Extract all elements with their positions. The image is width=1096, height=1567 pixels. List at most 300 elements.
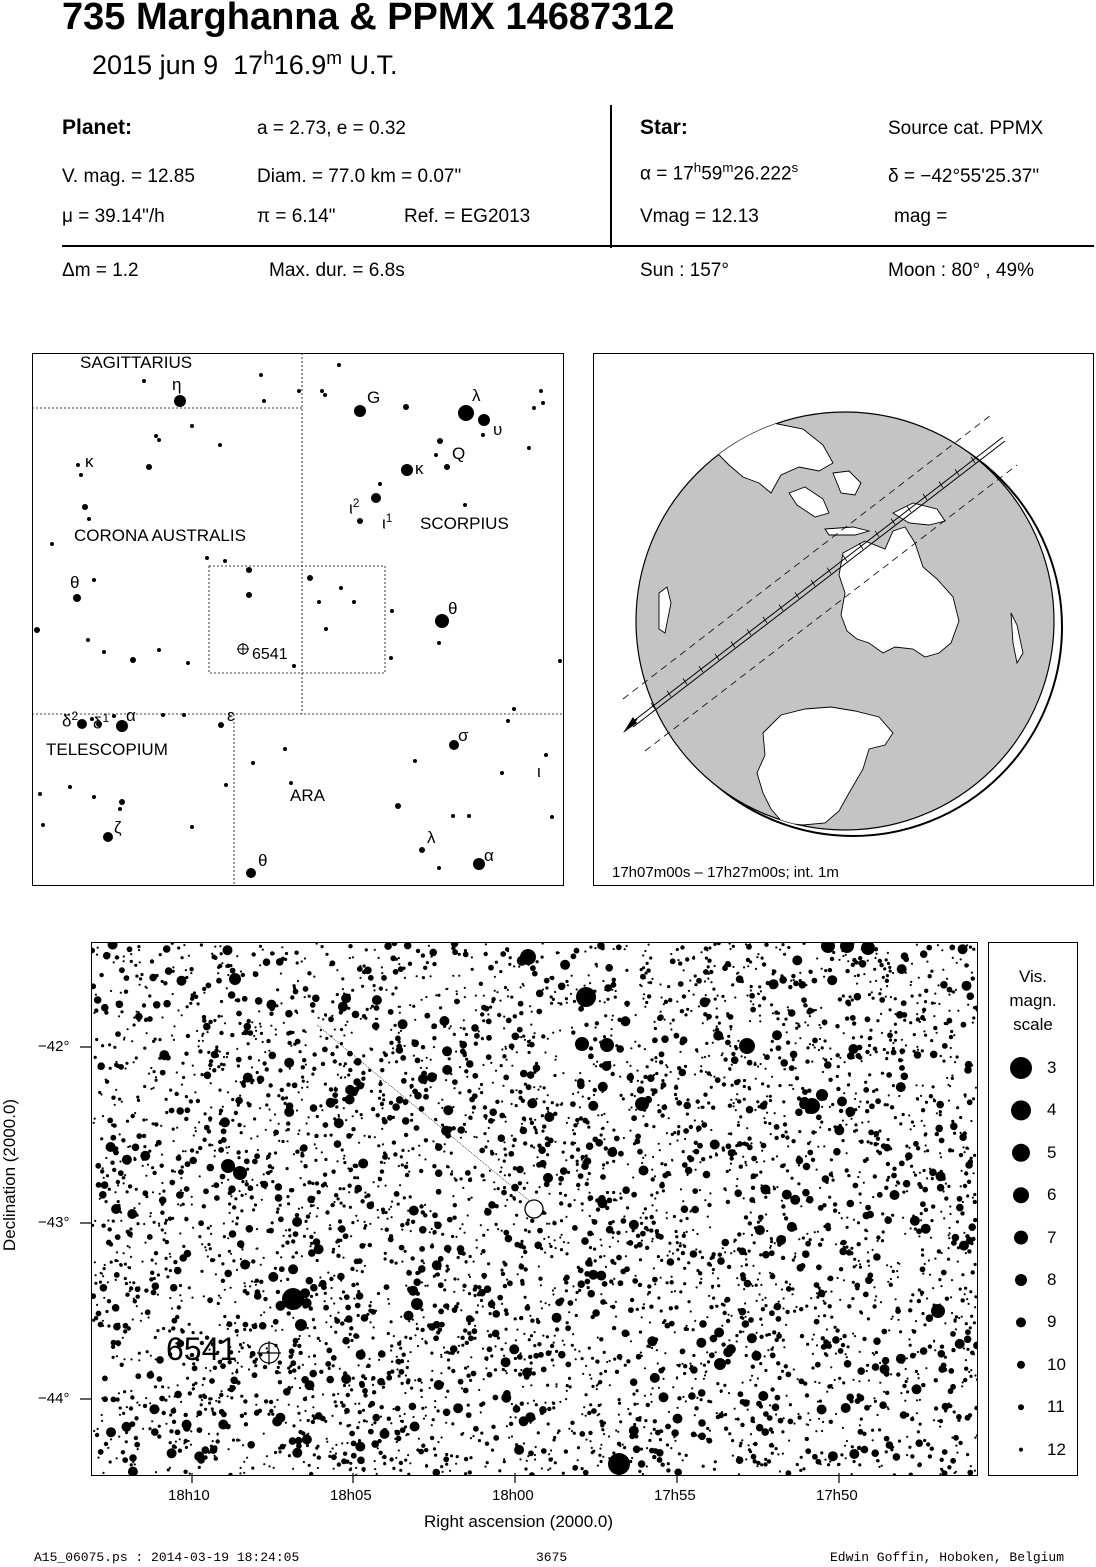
field-star xyxy=(101,1414,103,1416)
field-star xyxy=(164,1222,167,1225)
field-star xyxy=(230,1195,232,1197)
field-star xyxy=(854,975,856,977)
field-star xyxy=(974,1295,977,1298)
field-star xyxy=(427,1285,429,1287)
field-star xyxy=(609,1384,611,1386)
field-star xyxy=(529,1315,531,1317)
field-star xyxy=(253,1117,256,1120)
field-star xyxy=(956,1055,959,1058)
field-star xyxy=(148,1316,150,1318)
field-star xyxy=(208,1063,212,1067)
field-star xyxy=(333,1468,335,1470)
field-star xyxy=(396,1436,402,1442)
field-star xyxy=(695,1434,697,1436)
field-star xyxy=(183,1442,185,1444)
field-star xyxy=(669,1306,673,1310)
planet-parallax: π = 6.14" xyxy=(257,206,336,227)
field-star xyxy=(823,976,825,978)
finder-star xyxy=(539,389,543,393)
field-star xyxy=(404,1336,407,1339)
field-star xyxy=(708,1055,710,1057)
field-star xyxy=(596,1271,606,1281)
field-star xyxy=(678,981,684,987)
header-divider-horizontal xyxy=(62,245,1094,247)
field-star xyxy=(598,1195,606,1203)
field-star xyxy=(888,1094,890,1096)
field-star xyxy=(903,1019,906,1022)
field-star xyxy=(315,1054,317,1056)
field-star xyxy=(749,993,755,999)
field-star xyxy=(245,1150,248,1153)
field-star xyxy=(807,1424,809,1426)
field-star xyxy=(873,1397,875,1399)
field-star xyxy=(151,1428,159,1436)
field-star xyxy=(841,1240,847,1246)
field-star xyxy=(816,1264,822,1270)
field-star xyxy=(412,1416,414,1418)
field-star xyxy=(550,1449,552,1451)
field-star xyxy=(105,1157,107,1159)
field-star xyxy=(108,1043,111,1046)
field-star xyxy=(863,1292,869,1298)
field-star xyxy=(509,1344,519,1354)
field-star xyxy=(743,1197,745,1199)
field-star xyxy=(287,1128,290,1131)
field-star xyxy=(880,1301,882,1303)
label-ara: ARA xyxy=(290,786,325,805)
field-star xyxy=(342,1337,350,1345)
field-star xyxy=(785,1281,788,1284)
field-star xyxy=(600,1460,603,1463)
field-star xyxy=(745,1354,748,1357)
field-star xyxy=(186,1034,190,1038)
field-star xyxy=(948,1010,950,1012)
finder-star xyxy=(467,814,471,818)
field-star xyxy=(393,969,399,975)
field-star xyxy=(232,1205,236,1209)
field-star xyxy=(227,1091,229,1093)
field-star xyxy=(359,977,361,979)
field-star xyxy=(533,1147,535,1149)
field-star xyxy=(207,1164,215,1172)
field-star xyxy=(426,961,429,964)
field-star xyxy=(437,994,440,997)
field-star xyxy=(513,1405,521,1413)
field-star xyxy=(659,1183,665,1189)
field-star xyxy=(400,1420,402,1422)
field-star xyxy=(950,1331,956,1337)
field-star xyxy=(399,1369,405,1375)
field-star xyxy=(928,1454,932,1458)
field-star xyxy=(484,1466,486,1468)
field-star xyxy=(954,1320,957,1323)
field-star xyxy=(438,1175,440,1177)
field-star xyxy=(181,956,184,959)
field-star xyxy=(667,1255,669,1257)
field-star xyxy=(630,1298,634,1302)
field-star xyxy=(285,1240,289,1244)
field-star xyxy=(917,1373,919,1375)
field-star xyxy=(591,1447,593,1449)
field-star xyxy=(109,1242,113,1246)
field-star xyxy=(312,995,320,1003)
field-star xyxy=(387,1298,389,1300)
field-star xyxy=(591,1357,594,1360)
field-star xyxy=(657,1362,659,1364)
field-star xyxy=(238,1351,240,1353)
field-star xyxy=(320,1029,322,1031)
field-star xyxy=(307,971,311,975)
field-star xyxy=(395,958,398,961)
field-star xyxy=(573,1132,576,1135)
field-star xyxy=(627,1163,629,1165)
finder-star xyxy=(34,627,40,633)
field-star xyxy=(942,1060,945,1063)
field-star xyxy=(940,1211,942,1213)
field-star xyxy=(962,1381,964,1383)
field-star xyxy=(721,1411,723,1413)
field-star xyxy=(659,983,661,985)
field-star xyxy=(127,1209,137,1219)
field-star xyxy=(968,1159,972,1163)
field-star xyxy=(686,1113,689,1116)
field-star xyxy=(493,1435,499,1441)
field-star xyxy=(791,1287,794,1290)
field-star xyxy=(876,1235,880,1239)
field-star xyxy=(866,1364,869,1367)
field-star xyxy=(333,1201,335,1203)
field-star xyxy=(865,1205,871,1211)
field-star xyxy=(689,1159,692,1162)
field-star xyxy=(846,1217,848,1219)
field-star xyxy=(745,1258,747,1260)
field-star xyxy=(121,1101,123,1103)
field-star xyxy=(236,998,240,1002)
field-star xyxy=(232,1220,234,1222)
field-star xyxy=(315,1412,323,1420)
field-star xyxy=(192,1065,194,1067)
field-star xyxy=(146,1032,148,1034)
field-star xyxy=(742,1142,746,1146)
field-star xyxy=(230,1396,233,1399)
field-star xyxy=(565,1289,568,1292)
field-star xyxy=(833,1148,841,1156)
field-star xyxy=(99,973,103,977)
field-star xyxy=(543,1086,546,1089)
field-star xyxy=(162,1327,165,1330)
field-star xyxy=(316,1215,318,1217)
field-star xyxy=(612,1129,615,1132)
field-star xyxy=(467,1089,471,1093)
field-star xyxy=(881,1465,883,1467)
field-star xyxy=(737,1099,741,1103)
field-star xyxy=(795,1022,797,1024)
field-star xyxy=(460,1309,462,1311)
star-ra-seconds: 26.222 xyxy=(733,163,792,185)
field-star xyxy=(523,1118,526,1121)
field-star xyxy=(761,1082,764,1085)
field-star xyxy=(97,1457,99,1459)
field-star xyxy=(509,1174,511,1176)
label-kappa-cra: κ xyxy=(85,452,94,471)
field-star xyxy=(792,1058,795,1061)
field-star xyxy=(775,1338,779,1342)
field-star xyxy=(967,1099,973,1105)
field-star xyxy=(104,1442,108,1446)
field-star xyxy=(952,1234,960,1242)
field-star xyxy=(378,1359,380,1361)
field-star xyxy=(247,1441,255,1449)
field-star xyxy=(786,1395,788,1397)
field-star xyxy=(838,1212,840,1214)
field-star xyxy=(705,957,708,960)
field-star xyxy=(964,1367,968,1371)
field-star xyxy=(537,1228,543,1234)
field-star xyxy=(514,1317,517,1320)
field-star xyxy=(243,1282,245,1284)
field-star xyxy=(747,1136,751,1140)
field-star xyxy=(286,1083,290,1087)
field-star xyxy=(536,990,544,998)
field-star xyxy=(477,1304,479,1306)
field-star xyxy=(694,1119,696,1121)
field-star xyxy=(767,1459,771,1463)
sun-elongation: Sun : 157° xyxy=(640,260,729,281)
field-star xyxy=(420,1389,423,1392)
field-star xyxy=(449,1470,451,1472)
field-star xyxy=(800,1334,804,1338)
field-star xyxy=(332,1393,335,1396)
field-star xyxy=(739,1442,742,1445)
field-star xyxy=(787,1006,789,1008)
field-star xyxy=(292,1468,294,1470)
field-star xyxy=(528,1051,531,1054)
field-star xyxy=(707,1071,711,1075)
field-star xyxy=(364,1135,366,1137)
field-star xyxy=(252,952,256,956)
field-star xyxy=(116,1064,120,1068)
field-star xyxy=(142,1003,146,1007)
field-star xyxy=(649,981,652,984)
field-star xyxy=(770,1353,776,1359)
finder-star xyxy=(190,825,194,829)
field-star xyxy=(405,1173,409,1177)
field-star xyxy=(755,1078,757,1080)
field-star xyxy=(377,1216,379,1218)
field-star xyxy=(102,1376,108,1382)
field-star xyxy=(924,1034,927,1037)
field-star xyxy=(613,948,615,950)
field-star xyxy=(625,969,628,972)
field-star xyxy=(968,1338,970,1340)
field-star xyxy=(225,1146,227,1148)
field-star xyxy=(115,1279,117,1281)
field-star xyxy=(288,1234,291,1237)
field-star xyxy=(644,977,646,979)
field-star xyxy=(587,1286,590,1289)
field-star xyxy=(667,1462,670,1465)
field-star xyxy=(279,1204,282,1207)
field-star xyxy=(572,1285,574,1287)
field-star xyxy=(550,976,554,980)
field-star xyxy=(973,1342,977,1350)
field-star xyxy=(972,1197,974,1199)
field-star xyxy=(208,1020,212,1024)
finder-star xyxy=(283,747,287,751)
field-star xyxy=(376,1417,378,1419)
field-star xyxy=(136,1222,139,1225)
field-star xyxy=(876,1019,879,1022)
field-star xyxy=(932,1085,935,1088)
field-star xyxy=(319,1370,323,1374)
field-star xyxy=(674,1331,676,1333)
field-star xyxy=(959,1133,967,1141)
field-star xyxy=(714,1460,717,1463)
field-star xyxy=(263,1311,265,1313)
field-star xyxy=(647,1284,651,1288)
field-star xyxy=(185,1161,191,1167)
field-star xyxy=(506,1372,508,1374)
field-star xyxy=(603,1255,605,1257)
field-star xyxy=(926,945,932,951)
field-star xyxy=(564,1449,568,1453)
field-star xyxy=(489,1108,497,1116)
field-star xyxy=(153,1087,155,1089)
field-star xyxy=(131,1040,133,1042)
field-star xyxy=(512,1033,520,1041)
field-star xyxy=(728,1314,730,1316)
field-star xyxy=(143,1145,146,1148)
field-star xyxy=(649,1321,651,1323)
field-star xyxy=(155,1358,157,1360)
field-star xyxy=(463,1027,466,1030)
field-star xyxy=(778,1301,780,1303)
field-star xyxy=(786,1372,792,1378)
field-star xyxy=(360,1355,363,1358)
field-star xyxy=(591,1385,594,1388)
field-star xyxy=(606,1161,609,1164)
field-star xyxy=(457,1336,459,1338)
field-star xyxy=(373,984,376,987)
field-star xyxy=(130,1358,132,1360)
star-vmag: Vmag = 12.13 xyxy=(640,206,759,227)
field-star xyxy=(687,1300,690,1303)
field-star xyxy=(276,1251,279,1254)
field-star xyxy=(844,1445,846,1447)
field-star xyxy=(465,1114,467,1116)
field-star xyxy=(390,1320,393,1323)
field-star xyxy=(403,1196,406,1199)
field-star xyxy=(722,1247,724,1249)
label-alpha-tel: α xyxy=(126,706,136,725)
field-star xyxy=(534,1373,536,1375)
field-star xyxy=(910,1417,914,1421)
field-star xyxy=(829,1047,831,1049)
field-star xyxy=(110,1261,113,1264)
field-star xyxy=(699,1320,707,1328)
field-star xyxy=(829,1461,831,1463)
field-star xyxy=(863,1212,871,1220)
field-star xyxy=(260,1182,262,1184)
field-star xyxy=(954,1061,956,1063)
field-star xyxy=(670,953,672,955)
field-star xyxy=(263,958,271,966)
field-star xyxy=(684,1013,687,1016)
field-star xyxy=(250,1351,256,1357)
field-star xyxy=(406,1366,409,1369)
field-star xyxy=(679,1051,681,1053)
field-star xyxy=(581,1209,583,1211)
field-star xyxy=(874,1142,878,1146)
field-star xyxy=(700,1065,702,1067)
field-star xyxy=(377,1292,380,1295)
field-star xyxy=(725,1040,731,1046)
finder-star xyxy=(205,556,209,560)
field-star xyxy=(125,1062,128,1065)
field-star xyxy=(887,1032,893,1038)
field-star xyxy=(921,1120,923,1122)
field-star xyxy=(940,1468,943,1471)
field-star xyxy=(326,1098,336,1108)
field-star xyxy=(857,1367,865,1375)
field-star xyxy=(753,1241,756,1244)
field-star xyxy=(359,1381,365,1387)
field-star xyxy=(972,1022,974,1024)
field-star xyxy=(382,1119,388,1125)
field-star xyxy=(705,1370,707,1372)
field-star xyxy=(274,1151,277,1154)
field-star xyxy=(710,1337,713,1340)
field-star xyxy=(210,1233,212,1235)
field-star xyxy=(784,1364,788,1368)
field-star xyxy=(571,1430,573,1432)
field-star xyxy=(198,1040,200,1042)
field-star xyxy=(592,1450,595,1453)
field-star xyxy=(858,1463,861,1466)
field-star xyxy=(702,1465,705,1468)
field-star xyxy=(559,1192,562,1195)
field-star xyxy=(100,1137,103,1140)
field-star xyxy=(288,1370,292,1374)
field-star xyxy=(875,953,877,955)
field-star xyxy=(699,1161,701,1163)
field-star xyxy=(620,1016,630,1026)
field-star xyxy=(709,1226,711,1228)
field-star xyxy=(525,1412,535,1422)
field-star xyxy=(780,1165,782,1167)
field-star xyxy=(893,1453,901,1461)
field-star xyxy=(317,1467,319,1469)
field-star xyxy=(154,1038,157,1041)
field-star xyxy=(854,993,862,1001)
field-star xyxy=(125,1293,129,1297)
field-star xyxy=(820,1451,823,1454)
field-star xyxy=(199,1175,201,1177)
field-star xyxy=(96,954,98,956)
field-star xyxy=(486,1461,489,1464)
field-star xyxy=(847,960,849,962)
field-star xyxy=(828,1196,831,1199)
label-alpha-ara: α xyxy=(484,846,494,865)
field-star xyxy=(747,1409,749,1411)
field-star xyxy=(446,1390,449,1393)
field-star xyxy=(381,972,383,974)
field-star xyxy=(634,1041,636,1043)
field-star xyxy=(629,1412,632,1415)
field-star xyxy=(132,1318,134,1320)
field-star xyxy=(480,1299,483,1302)
field-star xyxy=(852,958,856,962)
